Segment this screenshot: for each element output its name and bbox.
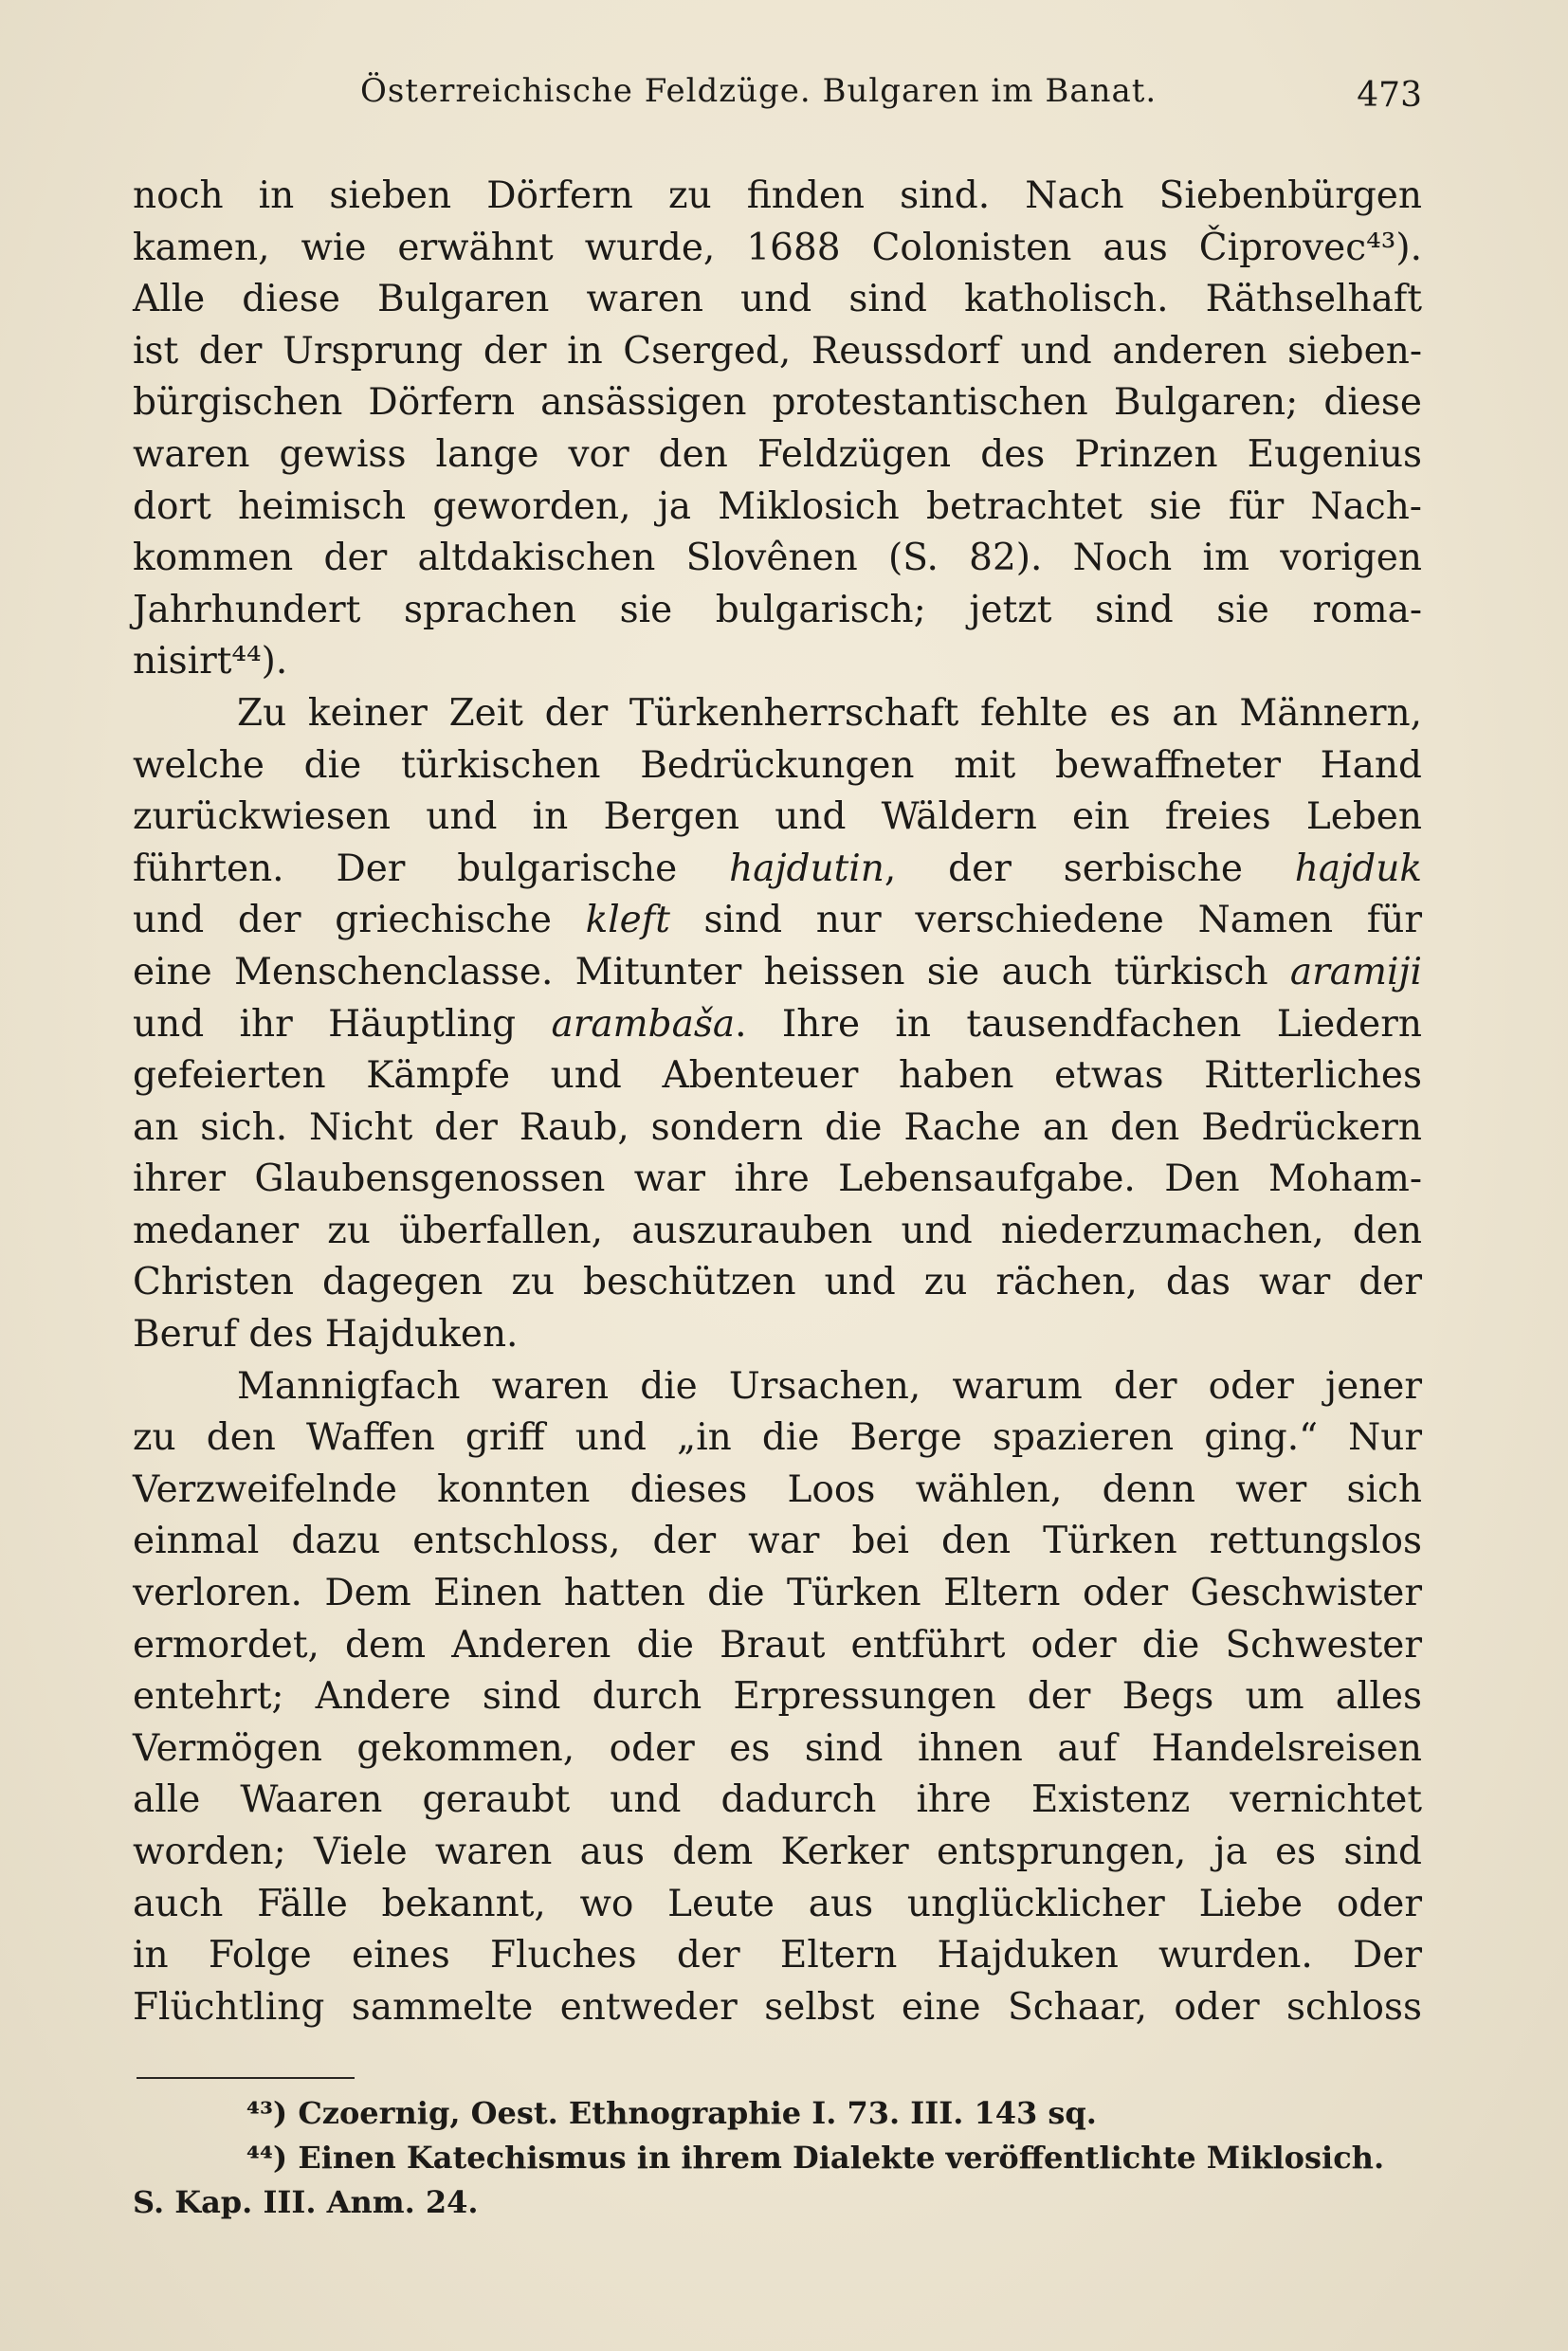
italic-term: hajdutin <box>729 847 884 890</box>
text-line: kamen, wie erwähnt wurde, 1688 Colonisten aus Čiprovec⁴³). <box>133 226 1422 269</box>
footnote-43: ⁴³) Czoernig, Oest. Ethnographie I. 73. III. 143 sq. <box>246 2095 1097 2131</box>
text-line: an sich. Nicht der Raub, sondern die Rache an den Bedrückern <box>133 1105 1422 1149</box>
page-header <box>133 63 1422 119</box>
text-line: ihrer Glaubensgenossen war ihre Lebensaufgabe. Den Moham- <box>133 1157 1422 1201</box>
body-text <box>133 171 1422 2033</box>
text-line <box>133 844 1422 896</box>
italic-term: aramiji <box>1289 950 1422 993</box>
text-line: zu den Waffen griff und „in die Berge spazieren ging.“ Nur <box>133 1416 1422 1460</box>
page-number: 473 <box>1357 76 1422 115</box>
text-span: sind nur verschiedene Namen für <box>669 899 1422 942</box>
text-line: welche die türkischen Bedrückungen mit bewaffneter Hand <box>133 743 1422 787</box>
text-line: einmal dazu entschloss, der war bei den Türken rettungslos <box>133 1520 1422 1563</box>
text-line: kommen der altdakischen Slovênen (S. 82). Noch im vorigen <box>133 537 1422 580</box>
italic-term: kleft <box>585 899 670 942</box>
text-line: entehrt; Andere sind durch Erpressungen der Begs um alles <box>133 1675 1422 1719</box>
text-line: in Folge eines Fluches der Eltern Hajduken wurden. Der <box>133 1934 1422 1977</box>
text-line: verloren. Dem Einen hatten die Türken Eltern oder Geschwister <box>133 1572 1422 1615</box>
footnote-rule <box>137 2077 355 2079</box>
text-line: Beruf des Hajduken. <box>133 1313 519 1357</box>
text-line: ist der Ursprung der in Cserged, Reussdorf und anderen sieben- <box>133 329 1422 373</box>
text-span: führten. Der bulgarische <box>133 847 730 890</box>
text-line: Alle diese Bulgaren waren und sind katholisch. Räthselhaft <box>133 278 1422 321</box>
text-line: alle Waaren geraubt und dadurch ihre Existenz vernichtet <box>133 1778 1422 1822</box>
italic-term: arambaša <box>551 1002 736 1046</box>
text-line: nisirt⁴⁴). <box>133 640 288 683</box>
text-line: Jahrhundert sprachen sie bulgarisch; jetzt sind sie roma- <box>133 588 1422 631</box>
text-line: worden; Viele waren aus dem Kerker entsprungen, ja es sind <box>133 1831 1422 1873</box>
running-head: Österreichische Feldzüge. Bulgaren im Banat. <box>360 72 1158 110</box>
text-line: ermordet, dem Anderen die Braut entführt oder die Schwester <box>133 1623 1422 1667</box>
text-line: bürgischen Dörfern ansässigen protestantischen Bulgaren; diese <box>133 381 1422 425</box>
text-span: und der griechische <box>133 899 586 942</box>
footnote-44: ⁴⁴) Einen Katechismus in ihrem Dialekte veröffentlichte Miklosich. <box>246 2140 1385 2176</box>
text-line <box>133 999 1422 1051</box>
text-line: medaner zu überfallen, auszurauben und niederzumachen, den <box>133 1209 1422 1252</box>
text-line: gefeierten Kämpfe und Abenteuer haben etwas Ritterliches <box>133 1054 1422 1098</box>
text-line: Mannigfach waren die Ursachen, warum der oder jener <box>237 1364 1422 1408</box>
text-line: Vermögen gekommen, oder es sind ihnen auf Handelsreisen <box>133 1726 1422 1770</box>
text-line <box>133 947 1422 999</box>
text-line: Christen dagegen zu beschützen und zu rächen, das war der <box>133 1261 1422 1304</box>
text-line: waren gewiss lange vor den Feldzügen des Prinzen Eugenius <box>133 432 1422 476</box>
text-line: dort heimisch geworden, ja Miklosich betrachtet sie für Nach- <box>133 484 1422 528</box>
text-line: zurückwiesen und in Bergen und Wäldern ein freies Leben <box>133 795 1422 839</box>
text-span: und ihr Häuptling <box>133 1002 552 1046</box>
text-line <box>133 895 1422 947</box>
footnotes <box>133 2091 1422 2225</box>
text-line: Flüchtling sammelte entweder selbst eine Schaar, oder schloss <box>133 1985 1422 2029</box>
text-span: , der serbische <box>884 847 1295 890</box>
italic-term: hajduk <box>1294 847 1422 890</box>
text-span: eine Menschenclasse. Mitunter heissen sie auch türkisch <box>133 950 1290 993</box>
text-line: noch in sieben Dörfern zu finden sind. Nach Siebenbürgen <box>133 174 1422 217</box>
text-line: Verzweifelnde konnten dieses Loos wählen, denn wer sich <box>133 1467 1422 1511</box>
text-line: auch Fälle bekannt, wo Leute aus unglücklicher Liebe oder <box>133 1882 1422 1925</box>
footnote-44-continued: S. Kap. III. Anm. 24. <box>133 2184 479 2220</box>
text-line: Zu keiner Zeit der Türkenherrschaft fehlte es an Männern, <box>237 691 1422 735</box>
text-span: . Ihre in tausendfachen Liedern <box>735 1002 1422 1046</box>
